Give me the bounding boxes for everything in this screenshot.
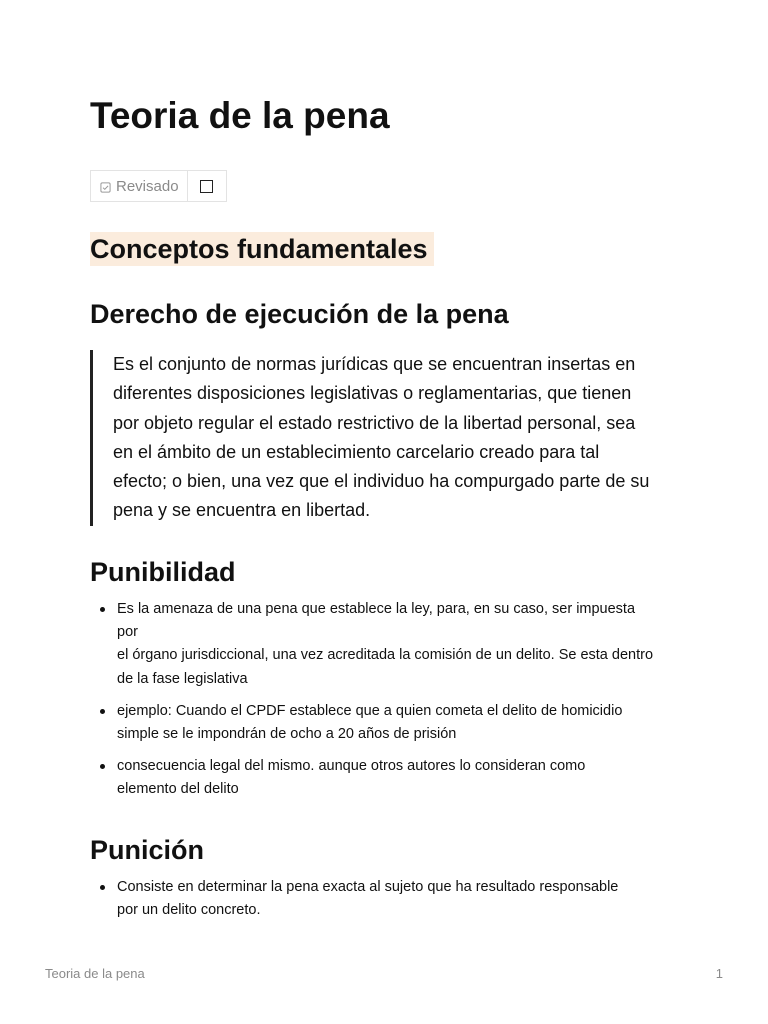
- list-item-line: por un delito concreto.: [117, 902, 261, 919]
- quote-block: [90, 350, 680, 526]
- bullet-icon: [100, 885, 105, 890]
- property-value-checkbox[interactable]: [188, 171, 226, 201]
- heading-punibilidad: Punibilidad: [90, 557, 236, 587]
- bullet-icon: [100, 709, 105, 714]
- quote-line: en el ámbito de un establecimiento carcelario creado para tal: [113, 441, 600, 462]
- heading-conceptos-fundamentales: Conceptos fundamentales: [90, 232, 434, 266]
- list-item-line: el órgano jurisdiccional, una vez acreditada la comisión de un delito. Se esta dentro: [117, 647, 654, 664]
- quote-line: efecto; o bien, una vez que el individuo ha compurgado parte de su: [113, 471, 650, 492]
- quote-line: Es el conjunto de normas jurídicas que se encuentran insertas en: [113, 354, 636, 374]
- bullet-icon: [100, 764, 105, 769]
- checkbox-property-icon: [100, 182, 111, 193]
- list-item-line: simple se le impondrán de ocho a 20 años de prisión: [117, 726, 457, 743]
- list-item: [90, 598, 680, 691]
- page-number: 1: [715, 966, 723, 981]
- punibilidad-list: [90, 598, 680, 802]
- heading-derecho-ejecucion: Derecho de ejecución de la pena: [90, 299, 509, 329]
- property-label: Revisado: [116, 177, 179, 195]
- list-item-line: por: [117, 624, 138, 641]
- list-item-line: Consiste en determinar la pena exacta al sujeto que ha resultado responsable: [117, 879, 619, 895]
- quote-line: pena y se encuentra en libertad.: [113, 500, 371, 521]
- list-item-line: ejemplo: Cuando el CPDF establece que a quien cometa el delito de homicidio: [117, 702, 623, 719]
- list-item-line: de la fase legislativa: [117, 670, 248, 687]
- footer-title: Teoria de la pena: [45, 966, 145, 981]
- quote-line: por objeto regular el estado restrictivo de la libertad personal, sea: [113, 412, 636, 433]
- heading-punicion: Punición: [90, 835, 204, 865]
- list-item: [90, 755, 680, 801]
- list-item-line: Es la amenaza de una pena que establece la ley, para, en su caso, ser impuesta: [117, 601, 636, 617]
- page-title: Teoria de la pena: [90, 95, 390, 136]
- list-item-line: elemento del delito: [117, 781, 239, 798]
- property-row-revisado: [90, 170, 227, 202]
- property-name: [91, 171, 188, 201]
- list-item: [90, 700, 680, 746]
- checkbox-icon[interactable]: [200, 180, 213, 193]
- list-item-line: consecuencia legal del mismo. aunque otros autores lo consideran como: [117, 758, 586, 775]
- punicion-list: [90, 876, 680, 922]
- quote-line: diferentes disposiciones legislativas o reglamentarias, que tienen: [113, 383, 632, 404]
- bullet-icon: [100, 607, 105, 612]
- list-item: [90, 876, 680, 922]
